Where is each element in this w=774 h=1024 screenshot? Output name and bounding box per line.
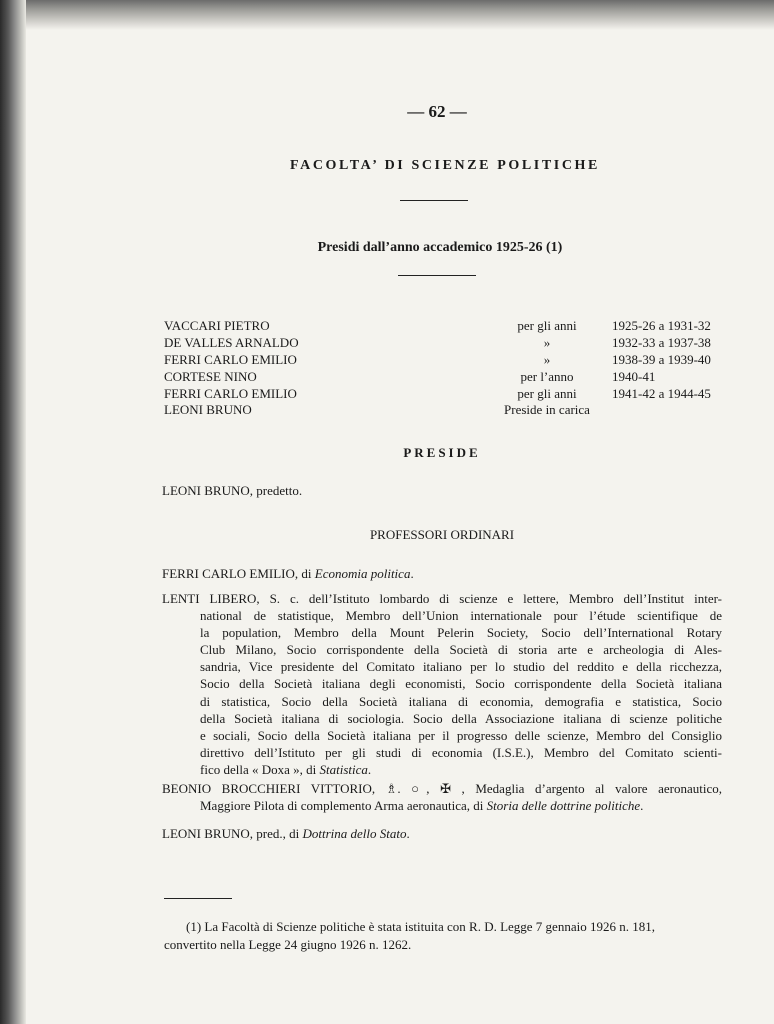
entry-text: . xyxy=(410,566,414,581)
faculty-title: FACOLTA’ DI SCIENZE POLITICHE xyxy=(290,158,600,173)
professor-entry-ferri xyxy=(162,565,722,582)
entry-text: , pred., di xyxy=(249,826,303,841)
preside-years: 1925-26 a 1931-32 xyxy=(612,318,711,333)
entry-text: di statistica, Socio della Società italiana di economia, demografia e statistica, Socio xyxy=(200,693,722,709)
footnote-line: convertito nella Legge 24 giugno 1926 n. 1262. xyxy=(164,937,412,952)
preside-name: DE VALLES ARNALDO xyxy=(164,335,299,350)
entry-text: direttivo dell’Istituto per gli studi di economia (I.S.E.), Membro del Comitato scienti- xyxy=(200,744,722,760)
preside-term-label: » xyxy=(543,352,551,367)
preside-name: FERRI CARLO EMILIO xyxy=(164,386,297,401)
professor-name: LEONI BRUNO xyxy=(162,826,250,841)
entry-text: , di xyxy=(294,566,315,581)
footnote xyxy=(164,918,720,954)
preside-years: 1940-41 xyxy=(612,369,656,384)
professor-entry-leoni xyxy=(162,825,722,842)
entry-text: . xyxy=(367,761,372,777)
entry-text: national de statistique, Membro dell’Union internationale pour l’étude scientifique de xyxy=(200,608,722,624)
preside-years: 1938-39 a 1939-40 xyxy=(612,352,711,367)
entry-text: Socio della Società italiana degli economisti, Socio corrispondente della Società italiana xyxy=(200,676,722,692)
presidi-row xyxy=(0,369,774,386)
subject-title: Storia delle dottrine politiche xyxy=(486,798,641,814)
preside-name: VACCARI PIETRO xyxy=(164,318,270,333)
subject-title: Statistica xyxy=(319,761,368,777)
professor-name: FERRI CARLO EMILIO xyxy=(162,566,295,581)
entry-text: , S. c. dell’Istituto lombardo di scienze e lettere, Membro dell’Institut inter- xyxy=(256,591,722,606)
presidi-divider xyxy=(398,275,476,276)
subject-title: Economia politica xyxy=(314,566,411,581)
professori-heading: PROFESSORI ORDINARI xyxy=(369,527,515,542)
entry-text: la population, Membro della Mount Pelerin Society, Socio dell’International Rotary xyxy=(200,625,722,641)
entry-text: della Società italiana di sociologia. Socio della Associazione italiana di scienze politiche xyxy=(200,710,722,726)
presidi-row xyxy=(0,318,774,335)
footnote-line: (1) La Facoltà di Scienze politiche è stata istituita con R. D. Legge 7 gennaio 1926 n. 181, xyxy=(186,919,655,934)
preside-term-label: per l’anno xyxy=(520,369,574,384)
entry-text: sandria, Vice presidente del Comitato italiano per lo studio del reddito e della ricchezza, xyxy=(200,659,722,675)
presidi-row xyxy=(0,335,774,352)
professor-name: LENTI LIBERO xyxy=(162,591,257,606)
title-divider xyxy=(400,200,468,201)
entry-text: e sociali, Socio della Società italiana per il progresso delle scienze, Membro del Consiglio xyxy=(200,727,722,743)
preside-years: 1932-33 a 1937-38 xyxy=(612,335,711,350)
preside-name: CORTESE NINO xyxy=(164,369,257,384)
entry-text: Club Milano, Socio corrispondente della Società di storia arte e archeologia di Ales- xyxy=(200,642,722,658)
preside-term-label: per gli anni xyxy=(517,318,577,333)
presidi-row xyxy=(0,352,774,369)
presidi-row xyxy=(0,402,774,419)
entry-text: . xyxy=(406,826,410,841)
preside-term-label: » xyxy=(543,335,551,350)
entry-text: . xyxy=(640,798,644,814)
preside-name: LEONI BRUNO xyxy=(164,402,252,417)
preside-term-label: Preside in carica xyxy=(504,402,590,417)
preside-term-label: per gli anni xyxy=(517,386,577,401)
entry-text: Maggiore Pilota di complemento Arma aeronautica, di xyxy=(200,798,487,814)
presidi-heading: Presidi dall’anno accademico 1925-26 (1) xyxy=(317,240,563,255)
professor-entry-lenti xyxy=(162,590,722,778)
entry-text: fico della « Doxa », di xyxy=(200,761,320,777)
professor-name: BEONIO BROCCHIERI VITTORIO xyxy=(162,781,372,796)
presidi-row xyxy=(0,386,774,403)
footnote-divider xyxy=(164,898,232,899)
preside-heading: PRESIDE xyxy=(403,445,481,460)
preside-entry: LEONI BRUNO, predetto. xyxy=(162,483,303,498)
preside-years: 1941-42 a 1944-45 xyxy=(612,386,711,401)
entry-text: , ♗. ○, ✠ , Medaglia d’argento al valore aeronautico, xyxy=(371,781,722,796)
subject-title: Dottrina dello Stato xyxy=(302,826,407,841)
professor-entry-beonio xyxy=(162,780,722,814)
page-number: — 62 — xyxy=(407,102,467,121)
preside-name: FERRI CARLO EMILIO xyxy=(164,352,297,367)
